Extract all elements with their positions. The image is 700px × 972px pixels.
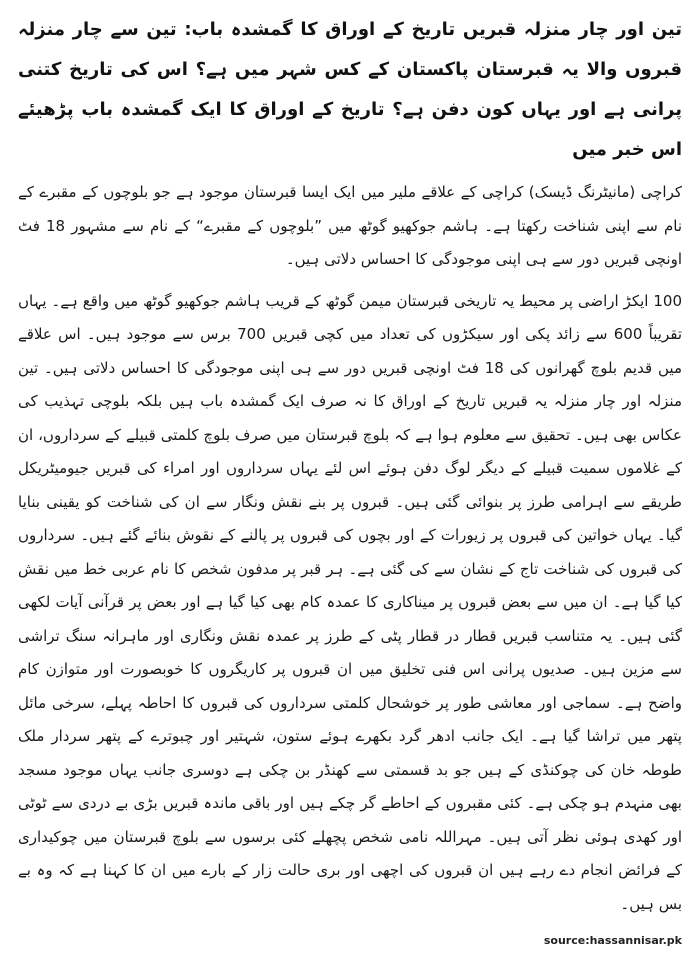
source-credit: source:hassannisar.pk xyxy=(543,934,682,947)
article-headline: تین اور چار منزلہ قبریں تاریخ کے اوراق کا گمشدہ باب: تین سے چار منزلہ قبروں والا یہ قبرستان پاکستان کے کس شہر میں ہے؟ اس کی تاریخ کتنی پرانی ہے اور یہاں کون دفن ہے؟ تاریخ کے اوراق کا ایک گمشدہ باب پڑھیئے اس خبر میں xyxy=(18,19,682,160)
article-body xyxy=(18,10,682,929)
article-paragraph: 100 ایکڑ اراضی پر محیط یہ تاریخی قبرستان میمن گوٹھ کے قریب ہاشم جوکھیو گوٹھ میں واقع ہے۔ یہاں تقریباً 600 سے زائد پکی اور سیکڑوں کی تعداد میں کچی قبریں 700 برس سے موجود ہیں۔ اس علاقے میں قدیم بلوچ گھرانوں کی 18 فٹ اونچی قبریں دور سے ہی اپنی موجودگی کا احساس دلاتی ہیں۔ تین منزلہ اور چار منزلہ یہ قبریں تاریخ کے اوراق کا نہ صرف ایک گمشدہ باب ہیں بلکہ بلوچی تہذیب کی عکاس بھی ہیں۔ تحقیق سے معلوم ہوا ہے کہ بلوچ قبرستان میں صرف بلوچ کلمتی قبیلے کے سرداروں، ان کے غلاموں سمیت قبیلے کے دیگر لوگ دفن ہوئے اس لئے یہاں سرداروں اور امراء کی قبریں جیومیٹریکل طریقے سے اہرامی طرز پر بنوائی گئی ہیں۔ قبروں پر بنے نقش ونگار سے ان کی شناخت کو یقینی بنایا گیا۔ یہاں خواتین کی قبروں پر زیورات کے اور بچوں کی قبروں پر پالنے کے نقوش بنائے گئے ہیں۔ سرداروں کی قبروں کی شناخت تاج کے نشان سے کی گئی ہے۔ ہر قبر پر مدفون شخص کا نام عربی خط میں نقش کیا گیا ہے۔ ان میں سے بعض قبروں پر میناکاری کا عمدہ کام بھی کیا گیا ہے اور بعض پر قرآنی آیات لکھی گئی ہیں۔ یہ متناسب قبریں قطار در قطار پٹی کے طرز پر عمدہ نقش ونگاری اور ماہرانہ سنگ تراشی سے مزین ہیں۔ صدیوں پرانی اس فنی تخلیق میں ان قبروں پر کاریگروں کا خوبصورت اور متوازن کام واضح ہے۔ سماجی اور معاشی طور پر خوشحال کلمتی سرداروں کی قبروں کا احاطہ پہلے، سرخی مائل پتھر میں تراشا گیا ہے۔ ایک جانب ادھر گرد بکھرے ہوئے ستون، شہتیر اور چبوترے کے پتھر سردار ملک طوطہ خان کی چوکنڈی کے ہیں جو بد قسمتی سے کھنڈر بن چکی ہے دوسری جانب یہاں موجود مسجد بھی منہدم ہو چکی ہے۔ کئی مقبروں کے احاطے گر چکے ہیں اور باقی ماندہ قبریں بڑی بے دردی سے ٹوٹی اور کھدی ہوئی نظر آتی ہیں۔ مہراللہ نامی شخص پچھلے کئی برسوں سے بلوچ قبرستان میں چوکیداری کے فرائض انجام دے رہے ہیں ان قبروں کی اچھی اور بری حالت زار کے بارے میں ان کا کہنا ہے کہ وہ بے بس ہیں۔ xyxy=(18,291,682,913)
article-paragraph: کراچی (مانیٹرنگ ڈیسک) کراچی کے علاقے ملیر میں ایک ایسا قبرستان موجود ہے جو بلوچوں کے مقبرے کے نام سے اپنی شناخت رکھتا ہے۔ ہاشم جوکھیو گوٹھ میں ”بلوچوں کے مقبرے“ کے نام سے مشہور 18 فٹ اونچی قبریں دور سے ہی اپنی موجودگی کا احساس دلاتی ہیں۔ xyxy=(18,183,682,268)
